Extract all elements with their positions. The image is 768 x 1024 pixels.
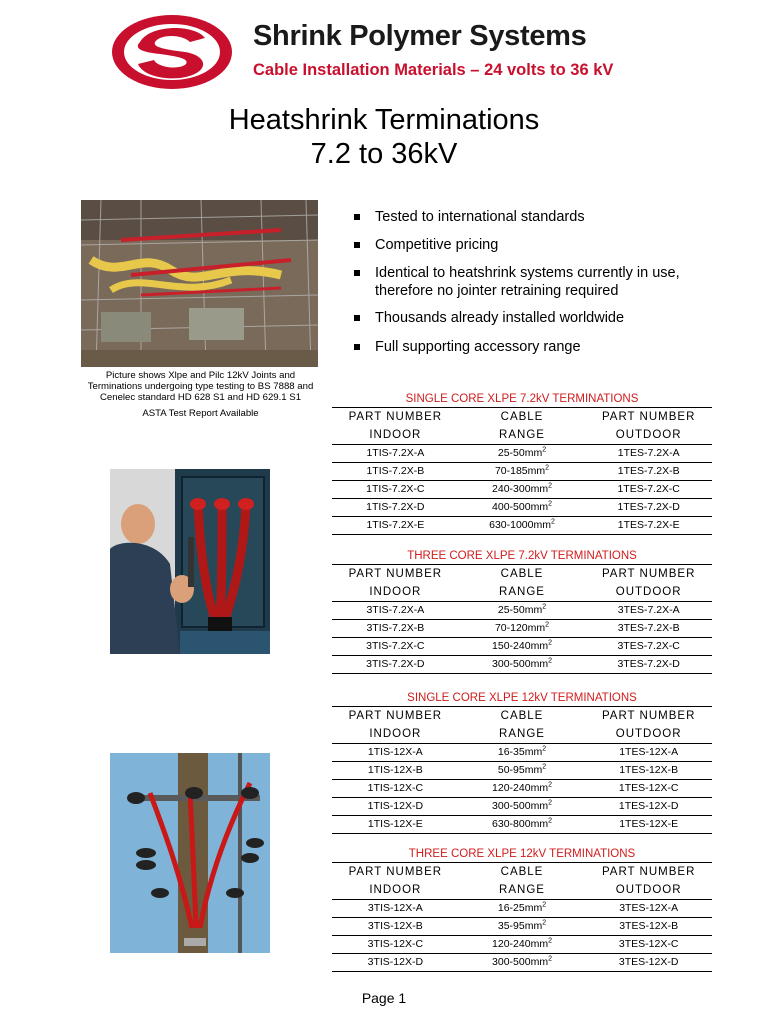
column-header: RANGE bbox=[499, 586, 545, 598]
indoor-part: 3TIS-7.2X-A bbox=[366, 604, 425, 616]
cable-range: $16-25mm^2$ bbox=[497, 901, 547, 914]
column-header: PART NUMBER bbox=[348, 866, 443, 878]
page-number: Page 1 bbox=[361, 990, 407, 1006]
outdoor-part: 1TES-12X-C bbox=[618, 782, 679, 794]
table-caption: SINGLE CORE XLPE 7.2kV TERMINATIONS bbox=[332, 392, 712, 408]
cable-range: $240-300mm^2$ bbox=[492, 482, 552, 495]
three-core-7kv-table bbox=[332, 549, 712, 674]
indoor-part: 1TIS-7.2X-B bbox=[366, 465, 425, 477]
table-row bbox=[332, 954, 712, 972]
table-row bbox=[332, 656, 712, 674]
indoor-part: 1TIS-12X-C bbox=[367, 782, 424, 794]
outdoor-part: 1TES-7.2X-A bbox=[617, 447, 680, 459]
indoor-part: 1TIS-7.2X-A bbox=[366, 447, 425, 459]
column-header: OUTDOOR bbox=[615, 586, 682, 598]
table-header-row bbox=[332, 707, 712, 725]
table-header-row bbox=[332, 565, 712, 583]
cable-range: $25-50mm^2$ bbox=[497, 446, 547, 459]
column-header: PART NUMBER bbox=[601, 568, 696, 580]
column-header: PART NUMBER bbox=[601, 411, 696, 423]
table-row bbox=[332, 638, 712, 656]
outdoor-part: 3TES-7.2X-B bbox=[617, 622, 680, 634]
table-row bbox=[332, 463, 712, 481]
table-header-row bbox=[332, 408, 712, 426]
feature-item: Thousands already installed worldwide bbox=[352, 309, 624, 327]
three-core-12kv-table bbox=[332, 847, 712, 972]
feature-item: Full supporting accessory range bbox=[352, 338, 581, 356]
feature-item: Competitive pricing bbox=[352, 236, 498, 254]
table-row bbox=[332, 517, 712, 535]
column-header: PART NUMBER bbox=[348, 710, 443, 722]
indoor-part: 1TIS-12X-D bbox=[367, 800, 424, 812]
cable-range: $300-500mm^2$ bbox=[492, 955, 552, 968]
table-row bbox=[332, 445, 712, 463]
cable-range: $120-240mm^2$ bbox=[492, 781, 552, 794]
feature-item: Identical to heatshrink systems currently in use, therefore no jointer retraining required bbox=[352, 264, 755, 300]
bullet-icon bbox=[354, 344, 360, 350]
indoor-part: 3TIS-12X-D bbox=[367, 956, 424, 968]
company-tagline: Cable Installation Materials – 24 volts to 36 kV bbox=[253, 61, 614, 79]
outdoor-part: 1TES-7.2X-B bbox=[617, 465, 680, 477]
column-header: CABLE bbox=[500, 568, 544, 580]
indoor-part: 1TIS-12X-A bbox=[367, 746, 423, 758]
cable-range: $35-95mm^2$ bbox=[497, 919, 547, 932]
cable-range: $50-95mm^2$ bbox=[497, 763, 547, 776]
feature-item: Tested to international standards bbox=[352, 208, 585, 226]
company-name: Shrink Polymer Systems bbox=[253, 20, 587, 52]
cable-range: $70-185mm^2$ bbox=[494, 464, 550, 477]
pole-termination-photo bbox=[110, 753, 270, 953]
indoor-part: 3TIS-7.2X-D bbox=[366, 658, 425, 670]
indoor-part: 3TIS-7.2X-B bbox=[366, 622, 425, 634]
bullet-icon bbox=[354, 315, 360, 321]
column-header: OUTDOOR bbox=[615, 728, 682, 740]
cable-range: $630-1000mm^2$ bbox=[489, 518, 555, 531]
single-core-12kv-table bbox=[332, 691, 712, 834]
column-header: PART NUMBER bbox=[601, 710, 696, 722]
outdoor-part: 1TES-12X-A bbox=[619, 746, 679, 758]
table-row bbox=[332, 620, 712, 638]
table-row bbox=[332, 936, 712, 954]
table-header-row bbox=[332, 863, 712, 881]
table-row bbox=[332, 744, 712, 762]
table-row bbox=[332, 499, 712, 517]
column-header: PART NUMBER bbox=[348, 568, 443, 580]
outdoor-part: 3TES-12X-A bbox=[619, 902, 679, 914]
outdoor-part: 3TES-12X-D bbox=[618, 956, 679, 968]
indoor-part: 1TIS-7.2X-E bbox=[366, 519, 425, 531]
outdoor-part: 3TES-12X-C bbox=[618, 938, 679, 950]
column-header: RANGE bbox=[499, 728, 545, 740]
column-header: INDOOR bbox=[369, 586, 422, 598]
table-caption: THREE CORE XLPE 7.2kV TERMINATIONS bbox=[332, 549, 712, 565]
cable-range: $400-500mm^2$ bbox=[492, 500, 552, 513]
bullet-icon bbox=[354, 242, 360, 248]
cable-range: $70-120mm^2$ bbox=[494, 621, 550, 634]
table-row bbox=[332, 816, 712, 834]
outdoor-part: 1TES-7.2X-E bbox=[617, 519, 680, 531]
table-row bbox=[332, 918, 712, 936]
table-row bbox=[332, 481, 712, 499]
column-header: OUTDOOR bbox=[615, 884, 682, 896]
column-header: PART NUMBER bbox=[348, 411, 443, 423]
indoor-part: 1TIS-12X-B bbox=[367, 764, 423, 776]
column-header: INDOOR bbox=[369, 728, 422, 740]
cable-range: $630-800mm^2$ bbox=[492, 817, 552, 830]
table-row bbox=[332, 798, 712, 816]
outdoor-part: 3TES-7.2X-C bbox=[617, 640, 680, 652]
outdoor-part: 1TES-7.2X-D bbox=[617, 501, 680, 513]
table-header-row bbox=[332, 583, 712, 602]
indoor-part: 3TIS-12X-B bbox=[367, 920, 423, 932]
column-header: CABLE bbox=[500, 411, 544, 423]
outdoor-part: 1TES-12X-D bbox=[618, 800, 679, 812]
column-header: RANGE bbox=[499, 429, 545, 441]
test-report-note: ASTA Test Report Available bbox=[142, 408, 259, 419]
table-row bbox=[332, 900, 712, 918]
table-row bbox=[332, 602, 712, 620]
photo-caption: Picture shows Xlpe and Pilc 12kV Joints and Terminations undergoing type testing to BS 7888 and Cenelec standard HD 628 S1 and HD 629.1 S1 bbox=[87, 370, 314, 403]
indoor-part: 1TIS-7.2X-D bbox=[366, 501, 425, 513]
table-header-row bbox=[332, 725, 712, 744]
single-core-7kv-table bbox=[332, 392, 712, 535]
cable-range: $16-35mm^2$ bbox=[497, 745, 547, 758]
page-subtitle: 7.2 to 36kV bbox=[310, 138, 458, 170]
cable-range: $300-500mm^2$ bbox=[492, 657, 552, 670]
table-caption: SINGLE CORE XLPE 12kV TERMINATIONS bbox=[332, 691, 712, 707]
indoor-part: 3TIS-7.2X-C bbox=[366, 640, 425, 652]
column-header: CABLE bbox=[500, 866, 544, 878]
outdoor-part: 3TES-12X-B bbox=[619, 920, 679, 932]
column-header: INDOOR bbox=[369, 884, 422, 896]
test-rig-photo bbox=[81, 200, 318, 367]
column-header: OUTDOOR bbox=[615, 429, 682, 441]
outdoor-part: 3TES-7.2X-A bbox=[617, 604, 680, 616]
table-row bbox=[332, 780, 712, 798]
bullet-icon bbox=[354, 270, 360, 276]
bullet-icon bbox=[354, 214, 360, 220]
column-header: RANGE bbox=[499, 884, 545, 896]
indoor-part: 3TIS-12X-C bbox=[367, 938, 424, 950]
table-header-row bbox=[332, 881, 712, 900]
technician-photo bbox=[110, 469, 270, 654]
cable-range: $25-50mm^2$ bbox=[497, 603, 547, 616]
column-header: PART NUMBER bbox=[601, 866, 696, 878]
indoor-part: 1TIS-7.2X-C bbox=[366, 483, 425, 495]
table-row bbox=[332, 762, 712, 780]
column-header: INDOOR bbox=[369, 429, 422, 441]
sps-logo-icon bbox=[110, 12, 240, 92]
outdoor-part: 1TES-7.2X-C bbox=[617, 483, 680, 495]
indoor-part: 3TIS-12X-A bbox=[367, 902, 423, 914]
outdoor-part: 1TES-12X-B bbox=[619, 764, 679, 776]
table-caption: THREE CORE XLPE 12kV TERMINATIONS bbox=[332, 847, 712, 863]
page-title: Heatshrink Terminations bbox=[228, 104, 540, 136]
indoor-part: 1TIS-12X-E bbox=[367, 818, 423, 830]
table-header-row bbox=[332, 426, 712, 445]
column-header: CABLE bbox=[500, 710, 544, 722]
cable-range: $300-500mm^2$ bbox=[492, 799, 552, 812]
cable-range: $120-240mm^2$ bbox=[492, 937, 552, 950]
outdoor-part: 1TES-12X-E bbox=[619, 818, 679, 830]
cable-range: $150-240mm^2$ bbox=[492, 639, 552, 652]
outdoor-part: 3TES-7.2X-D bbox=[617, 658, 680, 670]
